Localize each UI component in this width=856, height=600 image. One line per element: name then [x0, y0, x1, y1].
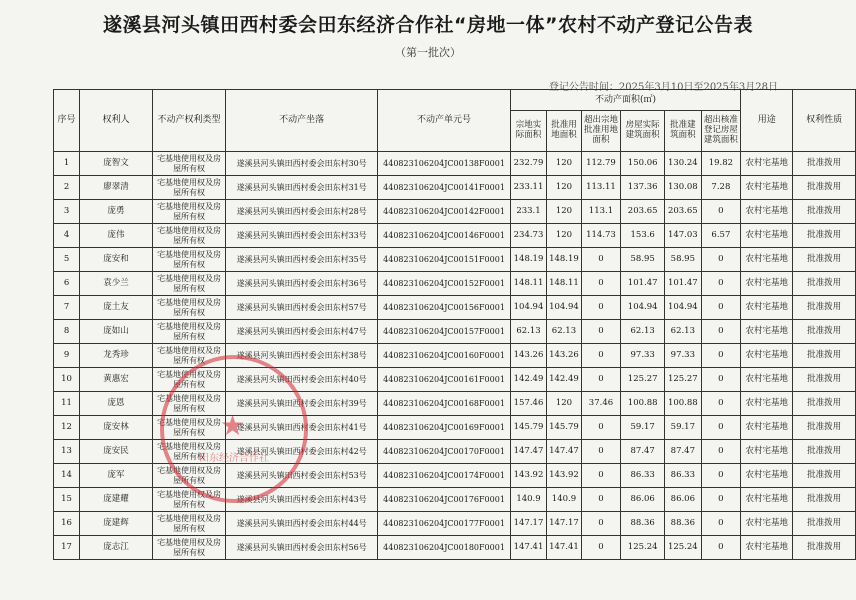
cell-build-excess: 0	[701, 392, 741, 416]
cell-type: 宅基地使用权及房屋所有权	[153, 392, 226, 416]
cell-owner: 龙秀珍	[80, 344, 153, 368]
cell-land-approved: 143.92	[547, 464, 581, 488]
cell-location: 遂溪县河头镇田西村委会田东村36号	[226, 272, 378, 296]
cell-land-actual: 140.9	[510, 488, 547, 512]
header-location: 不动产坐落	[226, 90, 378, 152]
cell-location: 遂溪县河头镇田西村委会田东村57号	[226, 296, 378, 320]
cell-use: 农村宅基地	[741, 464, 793, 488]
cell-use: 农村宅基地	[741, 224, 793, 248]
seal-text: 田东经济合作社	[199, 453, 269, 464]
cell-land-approved: 143.26	[547, 344, 581, 368]
cell-build-actual: 125.27	[621, 368, 665, 392]
cell-build-approved: 130.08	[665, 176, 702, 200]
cell-use: 农村宅基地	[741, 536, 793, 560]
cell-nature: 批准拨用	[793, 392, 856, 416]
cell-type: 宅基地使用权及房屋所有权	[153, 200, 226, 224]
table-row	[54, 440, 856, 464]
header-use: 用途	[741, 90, 793, 152]
cell-unit: 440823106204JC00141F0001	[378, 176, 510, 200]
cell-use: 农村宅基地	[741, 344, 793, 368]
cell-use: 农村宅基地	[741, 248, 793, 272]
cell-owner: 庞安民	[80, 440, 153, 464]
cell-location: 遂溪县河头镇田西村委会田东村33号	[226, 224, 378, 248]
cell-build-actual: 97.33	[621, 344, 665, 368]
cell-build-actual: 101.47	[621, 272, 665, 296]
table-row	[54, 248, 856, 272]
registration-table	[53, 89, 856, 560]
header-owner: 权利人	[80, 90, 153, 152]
cell-location: 遂溪县河头镇田西村委会田东村31号	[226, 176, 378, 200]
cell-use: 农村宅基地	[741, 440, 793, 464]
table-row	[54, 488, 856, 512]
cell-land-actual: 157.46	[510, 392, 547, 416]
cell-land-actual: 147.47	[510, 440, 547, 464]
cell-land-actual: 233.11	[510, 176, 547, 200]
cell-land-excess: 0	[581, 296, 621, 320]
cell-seq: 14	[54, 464, 80, 488]
cell-build-actual: 86.33	[621, 464, 665, 488]
cell-nature: 批准拨用	[793, 224, 856, 248]
cell-type: 宅基地使用权及房屋所有权	[153, 320, 226, 344]
header-seq: 序号	[54, 90, 80, 152]
cell-seq: 7	[54, 296, 80, 320]
cell-build-approved: 203.65	[665, 200, 702, 224]
cell-location: 遂溪县河头镇田西村委会田东村28号	[226, 200, 378, 224]
cell-build-actual: 87.47	[621, 440, 665, 464]
table-row	[54, 176, 856, 200]
cell-land-actual: 142.49	[510, 368, 547, 392]
cell-build-excess: 0	[701, 296, 741, 320]
cell-build-approved: 125.24	[665, 536, 702, 560]
cell-location: 遂溪县河头镇田西村委会田东村47号	[226, 320, 378, 344]
cell-land-actual: 233.1	[510, 200, 547, 224]
cell-build-approved: 62.13	[665, 320, 702, 344]
cell-seq: 2	[54, 176, 80, 200]
cell-land-actual: 62.13	[510, 320, 547, 344]
cell-build-excess: 0	[701, 248, 741, 272]
cell-land-excess: 0	[581, 320, 621, 344]
cell-seq: 10	[54, 368, 80, 392]
cell-owner: 袁少兰	[80, 272, 153, 296]
cell-land-actual: 143.26	[510, 344, 547, 368]
cell-build-approved: 101.47	[665, 272, 702, 296]
cell-owner: 庞安和	[80, 248, 153, 272]
cell-land-approved: 120	[547, 152, 581, 176]
cell-type: 宅基地使用权及房屋所有权	[153, 248, 226, 272]
cell-use: 农村宅基地	[741, 152, 793, 176]
cell-land-excess: 0	[581, 488, 621, 512]
cell-build-excess: 0	[701, 536, 741, 560]
cell-type: 宅基地使用权及房屋所有权	[153, 224, 226, 248]
cell-unit: 440823106204JC00174F0001	[378, 464, 510, 488]
cell-nature: 批准拨用	[793, 176, 856, 200]
cell-use: 农村宅基地	[741, 200, 793, 224]
cell-build-excess: 0	[701, 344, 741, 368]
cell-land-excess: 112.79	[581, 152, 621, 176]
header-area-group: 不动产面积(㎡)	[510, 90, 740, 111]
cell-use: 农村宅基地	[741, 320, 793, 344]
header-type: 不动产权利类型	[153, 90, 226, 152]
cell-build-actual: 150.06	[621, 152, 665, 176]
cell-land-approved: 104.94	[547, 296, 581, 320]
cell-build-actual: 62.13	[621, 320, 665, 344]
cell-land-actual: 234.73	[510, 224, 547, 248]
cell-land-approved: 120	[547, 200, 581, 224]
cell-unit: 440823106204JC00169F0001	[378, 416, 510, 440]
cell-build-excess: 0	[701, 320, 741, 344]
cell-unit: 440823106204JC00177F0001	[378, 512, 510, 536]
cell-build-excess: 0	[701, 488, 741, 512]
cell-unit: 440823106204JC00176F0001	[378, 488, 510, 512]
cell-use: 农村宅基地	[741, 512, 793, 536]
cell-seq: 5	[54, 248, 80, 272]
cell-build-actual: 58.95	[621, 248, 665, 272]
cell-land-excess: 0	[581, 416, 621, 440]
cell-seq: 15	[54, 488, 80, 512]
cell-location: 遂溪县河头镇田西村委会田东村42号	[226, 440, 378, 464]
cell-nature: 批准拨用	[793, 296, 856, 320]
cell-land-approved: 120	[547, 224, 581, 248]
cell-use: 农村宅基地	[741, 272, 793, 296]
cell-location: 遂溪县河头镇田西村委会田东村53号	[226, 464, 378, 488]
cell-location: 遂溪县河头镇田西村委会田东村43号	[226, 488, 378, 512]
cell-build-excess: 19.82	[701, 152, 741, 176]
cell-land-actual: 143.92	[510, 464, 547, 488]
cell-land-excess: 0	[581, 536, 621, 560]
header-row-1	[54, 90, 856, 111]
cell-location: 遂溪县河头镇田西村委会田东村56号	[226, 536, 378, 560]
cell-seq: 6	[54, 272, 80, 296]
cell-build-actual: 137.36	[621, 176, 665, 200]
cell-land-approved: 140.9	[547, 488, 581, 512]
table-row	[54, 296, 856, 320]
cell-land-approved: 147.47	[547, 440, 581, 464]
cell-location: 遂溪县河头镇田西村委会田东村38号	[226, 344, 378, 368]
cell-build-actual: 153.6	[621, 224, 665, 248]
header-land-approved: 批准用地面积	[547, 111, 581, 152]
table-row	[54, 224, 856, 248]
cell-land-approved: 145.79	[547, 416, 581, 440]
cell-owner: 庞如山	[80, 320, 153, 344]
cell-location: 遂溪县河头镇田西村委会田东村44号	[226, 512, 378, 536]
cell-build-excess: 7.28	[701, 176, 741, 200]
cell-location: 遂溪县河头镇田西村委会田东村39号	[226, 392, 378, 416]
cell-build-approved: 86.06	[665, 488, 702, 512]
table-row	[54, 344, 856, 368]
cell-owner: 庞土友	[80, 296, 153, 320]
cell-owner: 庞智文	[80, 152, 153, 176]
cell-land-actual: 232.79	[510, 152, 547, 176]
cell-land-approved: 142.49	[547, 368, 581, 392]
cell-land-excess: 0	[581, 512, 621, 536]
announcement-period: 登记公告时间：2025年3月10日至2025年3月28日	[548, 82, 778, 93]
cell-build-excess: 0	[701, 464, 741, 488]
cell-use: 农村宅基地	[741, 296, 793, 320]
cell-land-actual: 147.17	[510, 512, 547, 536]
cell-land-approved: 147.17	[547, 512, 581, 536]
cell-owner: 黄惠宏	[80, 368, 153, 392]
cell-unit: 440823106204JC00157F0001	[378, 320, 510, 344]
cell-owner: 庞建耀	[80, 488, 153, 512]
cell-build-actual: 100.88	[621, 392, 665, 416]
cell-land-excess: 113.1	[581, 200, 621, 224]
cell-seq: 13	[54, 440, 80, 464]
cell-seq: 12	[54, 416, 80, 440]
cell-type: 宅基地使用权及房屋所有权	[153, 152, 226, 176]
cell-build-actual: 203.65	[621, 200, 665, 224]
cell-owner: 庞安林	[80, 416, 153, 440]
cell-unit: 440823106204JC00160F0001	[378, 344, 510, 368]
cell-unit: 440823106204JC00161F0001	[378, 368, 510, 392]
cell-unit: 440823106204JC00170F0001	[378, 440, 510, 464]
cell-type: 宅基地使用权及房屋所有权	[153, 272, 226, 296]
table-row	[54, 464, 856, 488]
cell-land-actual: 148.19	[510, 248, 547, 272]
cell-land-excess: 0	[581, 248, 621, 272]
cell-land-approved: 120	[547, 392, 581, 416]
cell-land-excess: 0	[581, 440, 621, 464]
cell-nature: 批准拨用	[793, 416, 856, 440]
cell-land-actual: 148.11	[510, 272, 547, 296]
cell-type: 宅基地使用权及房屋所有权	[153, 344, 226, 368]
cell-seq: 1	[54, 152, 80, 176]
cell-land-excess: 0	[581, 368, 621, 392]
cell-seq: 16	[54, 512, 80, 536]
cell-unit: 440823106204JC00138F0001	[378, 152, 510, 176]
header-build-approved: 批准建筑面积	[665, 111, 702, 152]
header-nature: 权利性质	[793, 90, 856, 152]
cell-land-excess: 0	[581, 464, 621, 488]
cell-build-approved: 147.03	[665, 224, 702, 248]
cell-type: 宅基地使用权及房屋所有权	[153, 488, 226, 512]
cell-owner: 庞伟	[80, 224, 153, 248]
cell-seq: 4	[54, 224, 80, 248]
cell-nature: 批准拨用	[793, 344, 856, 368]
cell-build-actual: 104.94	[621, 296, 665, 320]
cell-owner: 廖翠清	[80, 176, 153, 200]
cell-type: 宅基地使用权及房屋所有权	[153, 464, 226, 488]
table-row	[54, 392, 856, 416]
cell-build-excess: 0	[701, 368, 741, 392]
header-build-actual: 房屋实际建筑面积	[621, 111, 665, 152]
cell-nature: 批准拨用	[793, 272, 856, 296]
cell-seq: 3	[54, 200, 80, 224]
cell-seq: 17	[54, 536, 80, 560]
header-unit: 不动产单元号	[378, 90, 510, 152]
cell-build-excess: 6.57	[701, 224, 741, 248]
cell-unit: 440823106204JC00151F0001	[378, 248, 510, 272]
table-row	[54, 416, 856, 440]
cell-type: 宅基地使用权及房屋所有权	[153, 416, 226, 440]
cell-use: 农村宅基地	[741, 368, 793, 392]
cell-land-excess: 113.11	[581, 176, 621, 200]
cell-nature: 批准拨用	[793, 488, 856, 512]
cell-location: 遂溪县河头镇田西村委会田东村30号	[226, 152, 378, 176]
cell-unit: 440823106204JC00152F0001	[378, 272, 510, 296]
batch-subtitle: （第一批次）	[395, 46, 461, 59]
cell-nature: 批准拨用	[793, 320, 856, 344]
cell-type: 宅基地使用权及房屋所有权	[153, 536, 226, 560]
table-row	[54, 152, 856, 176]
cell-build-approved: 104.94	[665, 296, 702, 320]
table-row	[54, 320, 856, 344]
cell-build-approved: 86.33	[665, 464, 702, 488]
cell-land-actual: 147.41	[510, 536, 547, 560]
cell-nature: 批准拨用	[793, 536, 856, 560]
cell-owner: 庞志江	[80, 536, 153, 560]
cell-build-actual: 125.24	[621, 536, 665, 560]
cell-unit: 440823106204JC00168F0001	[378, 392, 510, 416]
cell-build-excess: 0	[701, 272, 741, 296]
cell-land-approved: 62.13	[547, 320, 581, 344]
cell-build-approved: 125.27	[665, 368, 702, 392]
cell-nature: 批准拨用	[793, 152, 856, 176]
cell-location: 遂溪县河头镇田西村委会田东村41号	[226, 416, 378, 440]
cell-build-actual: 86.06	[621, 488, 665, 512]
cell-unit: 440823106204JC00156F0001	[378, 296, 510, 320]
cell-build-actual: 88.36	[621, 512, 665, 536]
cell-use: 农村宅基地	[741, 416, 793, 440]
cell-nature: 批准拨用	[793, 368, 856, 392]
table-row	[54, 272, 856, 296]
cell-nature: 批准拨用	[793, 512, 856, 536]
table-row	[54, 368, 856, 392]
page-title: 遂溪县河头镇田西村委会田东经济合作社“房地一体”农村不动产登记公告表	[103, 14, 753, 36]
cell-type: 宅基地使用权及房屋所有权	[153, 176, 226, 200]
table-row	[54, 200, 856, 224]
cell-unit: 440823106204JC00180F0001	[378, 536, 510, 560]
cell-build-approved: 100.88	[665, 392, 702, 416]
cell-unit: 440823106204JC00142F0001	[378, 200, 510, 224]
cell-land-excess: 37.46	[581, 392, 621, 416]
header-land-actual: 宗地实际面积	[510, 111, 547, 152]
cell-nature: 批准拨用	[793, 200, 856, 224]
cell-owner: 庞恩	[80, 392, 153, 416]
cell-use: 农村宅基地	[741, 488, 793, 512]
cell-build-approved: 87.47	[665, 440, 702, 464]
seal-star-icon: ★	[220, 409, 246, 442]
cell-land-approved: 148.11	[547, 272, 581, 296]
cell-build-excess: 0	[701, 416, 741, 440]
table-row	[54, 512, 856, 536]
cell-land-approved: 148.19	[547, 248, 581, 272]
cell-nature: 批准拨用	[793, 464, 856, 488]
cell-build-approved: 97.33	[665, 344, 702, 368]
cell-land-excess: 0	[581, 272, 621, 296]
cell-land-actual: 104.94	[510, 296, 547, 320]
cell-build-excess: 0	[701, 440, 741, 464]
cell-seq: 11	[54, 392, 80, 416]
table-row	[54, 536, 856, 560]
cell-build-approved: 58.95	[665, 248, 702, 272]
cell-nature: 批准拨用	[793, 248, 856, 272]
header-land-excess: 超出宗地批准用地面积	[581, 111, 621, 152]
cell-type: 宅基地使用权及房屋所有权	[153, 296, 226, 320]
cell-use: 农村宅基地	[741, 176, 793, 200]
cell-owner: 庞建辉	[80, 512, 153, 536]
cell-build-excess: 0	[701, 200, 741, 224]
cell-build-approved: 130.24	[665, 152, 702, 176]
cell-nature: 批准拨用	[793, 440, 856, 464]
cell-land-approved: 147.41	[547, 536, 581, 560]
cell-build-actual: 59.17	[621, 416, 665, 440]
cell-unit: 440823106204JC00146F0001	[378, 224, 510, 248]
cell-type: 宅基地使用权及房屋所有权	[153, 368, 226, 392]
cell-build-approved: 59.17	[665, 416, 702, 440]
cell-use: 农村宅基地	[741, 392, 793, 416]
header-build-excess: 超出核准登记房屋建筑面积	[701, 111, 741, 152]
cell-seq: 9	[54, 344, 80, 368]
cell-land-actual: 145.79	[510, 416, 547, 440]
cell-location: 遂溪县河头镇田西村委会田东村40号	[226, 368, 378, 392]
cell-location: 遂溪县河头镇田西村委会田东村35号	[226, 248, 378, 272]
cell-land-excess: 114.73	[581, 224, 621, 248]
cell-seq: 8	[54, 320, 80, 344]
cell-build-approved: 88.36	[665, 512, 702, 536]
cell-owner: 庞军	[80, 464, 153, 488]
cell-land-approved: 120	[547, 176, 581, 200]
cell-type: 宅基地使用权及房屋所有权	[153, 440, 226, 464]
cell-type: 宅基地使用权及房屋所有权	[153, 512, 226, 536]
cell-build-excess: 0	[701, 512, 741, 536]
cell-land-excess: 0	[581, 344, 621, 368]
cell-owner: 庞勇	[80, 200, 153, 224]
